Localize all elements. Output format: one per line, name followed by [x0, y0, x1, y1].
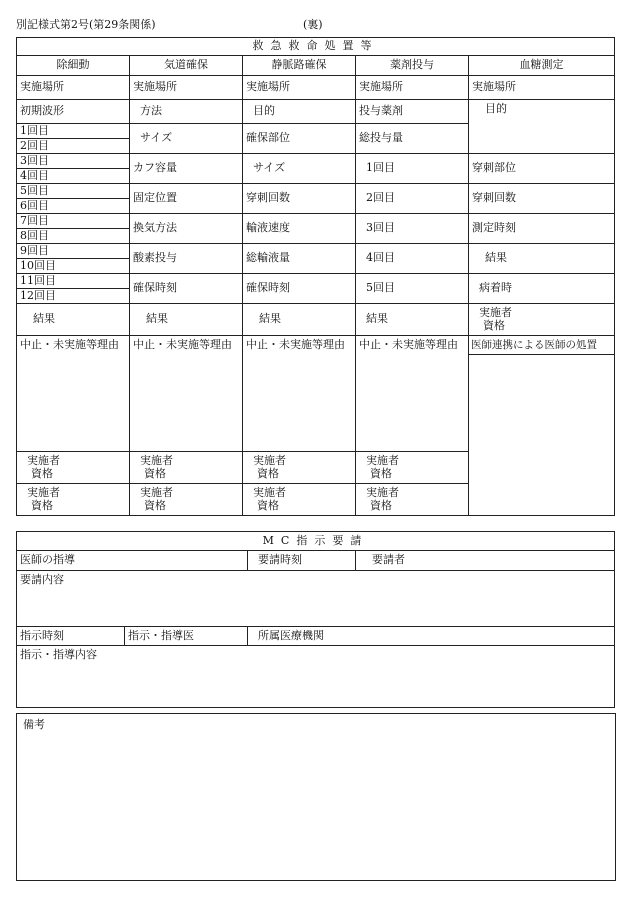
iv-size-label: サイズ	[243, 154, 356, 184]
iv-performer-2: 実施者 資格	[243, 484, 356, 516]
airway-ventilation-label: 換気方法	[130, 214, 243, 244]
requester-label: 要請者	[356, 551, 615, 571]
defib-performer-1: 実施者 資格	[17, 452, 130, 484]
glucose-qualification-label: 資格	[483, 318, 505, 332]
form-id: 別記様式第2号(第29条関係)	[16, 18, 156, 31]
iv-stop-reason-label: 中止・未実施等理由	[243, 336, 356, 452]
iv-performer-1: 実施者 資格	[243, 452, 356, 484]
glucose-performer-label: 実施者	[479, 305, 512, 319]
glucose-result-label: 結果	[469, 244, 615, 274]
airway-time-label: 確保時刻	[130, 274, 243, 304]
instructing-doctor-label: 指示・指導医	[125, 627, 248, 646]
mc-title: MC指示要請	[17, 532, 615, 551]
institution-label: 所属医療機関	[248, 627, 615, 646]
place-label-airway: 実施場所	[130, 76, 243, 100]
column-defibrillation: 除細動	[17, 56, 130, 76]
remarks-label: 備考	[23, 718, 45, 731]
column-airway: 気道確保	[130, 56, 243, 76]
airway-stop-reason-label: 中止・未実施等理由	[130, 336, 243, 452]
iv-total-label: 総輸液量	[243, 244, 356, 274]
attempt-label: 2回目	[17, 139, 130, 154]
attempt-label: 1回目	[17, 124, 130, 139]
drug-performer-2: 実施者 資格	[356, 484, 469, 516]
doctor-action-label: 医師連携による医師の処置	[469, 336, 614, 355]
attempt-label: 11回目	[17, 274, 130, 289]
glucose-site-label: 穿刺部位	[469, 154, 615, 184]
airway-result-label: 結果	[130, 304, 243, 336]
attempt-label: 4回目	[17, 169, 130, 184]
glucose-time-label: 測定時刻	[469, 214, 615, 244]
request-time-label: 要請時刻	[248, 551, 356, 571]
glucose-purpose-label: 目的	[469, 100, 615, 154]
attempt-label: 9回目	[17, 244, 130, 259]
airway-size-label: サイズ	[130, 124, 243, 154]
drug-time-4-label: 4回目	[356, 244, 469, 274]
page-side-label: (裏)	[303, 18, 323, 31]
airway-performer-1: 実施者 資格	[130, 452, 243, 484]
column-glucose: 血糖測定	[469, 56, 615, 76]
attempt-label: 7回目	[17, 214, 130, 229]
attempt-label: 8回目	[17, 229, 130, 244]
place-label-glucose: 実施場所	[469, 76, 615, 100]
drug-time-5-label: 5回目	[356, 274, 469, 304]
iv-punctures-label: 穿刺回数	[243, 184, 356, 214]
mc-request-table	[16, 531, 615, 708]
drug-result-label: 結果	[356, 304, 469, 336]
airway-oxygen-label: 酸素投与	[130, 244, 243, 274]
place-label-drug: 実施場所	[356, 76, 469, 100]
iv-time-label: 確保時刻	[243, 274, 356, 304]
drug-stop-reason-label: 中止・未実施等理由	[356, 336, 469, 452]
column-iv: 静脈路確保	[243, 56, 356, 76]
place-label-defib: 実施場所	[17, 76, 130, 100]
drug-time-1-label: 1回目	[356, 154, 469, 184]
defib-result-label: 結果	[17, 304, 130, 336]
airway-cuff-label: カフ容量	[130, 154, 243, 184]
airway-performer-2: 実施者 資格	[130, 484, 243, 516]
defib-stop-reason-label: 中止・未実施等理由	[17, 336, 130, 452]
defib-performer-2: 実施者 資格	[17, 484, 130, 516]
emergency-title: 救急救命処置等	[17, 38, 615, 56]
remarks-box	[16, 713, 616, 881]
airway-method-label: 方法	[130, 100, 243, 124]
glucose-performer-cell	[469, 304, 615, 336]
airway-fixing-label: 固定位置	[130, 184, 243, 214]
drug-total-label: 総投与量	[356, 124, 469, 154]
column-drug: 薬剤投与	[356, 56, 469, 76]
drug-performer-1: 実施者 資格	[356, 452, 469, 484]
attempt-label: 3回目	[17, 154, 130, 169]
place-label-iv: 実施場所	[243, 76, 356, 100]
iv-purpose-label: 目的	[243, 100, 356, 124]
attempt-label: 10回目	[17, 259, 130, 274]
emergency-procedures-table	[16, 37, 615, 516]
drug-time-2-label: 2回目	[356, 184, 469, 214]
instruction-time-label: 指示時刻	[17, 627, 125, 646]
initial-waveform-label: 初期波形	[17, 100, 130, 124]
attempt-label: 12回目	[17, 289, 130, 304]
drug-time-3-label: 3回目	[356, 214, 469, 244]
attempt-label: 5回目	[17, 184, 130, 199]
attempt-label: 6回目	[17, 199, 130, 214]
iv-result-label: 結果	[243, 304, 356, 336]
doctor-action-cell	[469, 336, 615, 516]
glucose-arrival-label: 病着時	[469, 274, 615, 304]
instruction-content-label: 指示・指導内容	[17, 646, 615, 708]
doctor-guidance-label: 医師の指導	[17, 551, 248, 571]
iv-rate-label: 輸液速度	[243, 214, 356, 244]
glucose-count-label: 穿刺回数	[469, 184, 615, 214]
request-content-label: 要請内容	[17, 571, 615, 627]
drug-name-label: 投与薬剤	[356, 100, 469, 124]
iv-site-label: 確保部位	[243, 124, 356, 154]
